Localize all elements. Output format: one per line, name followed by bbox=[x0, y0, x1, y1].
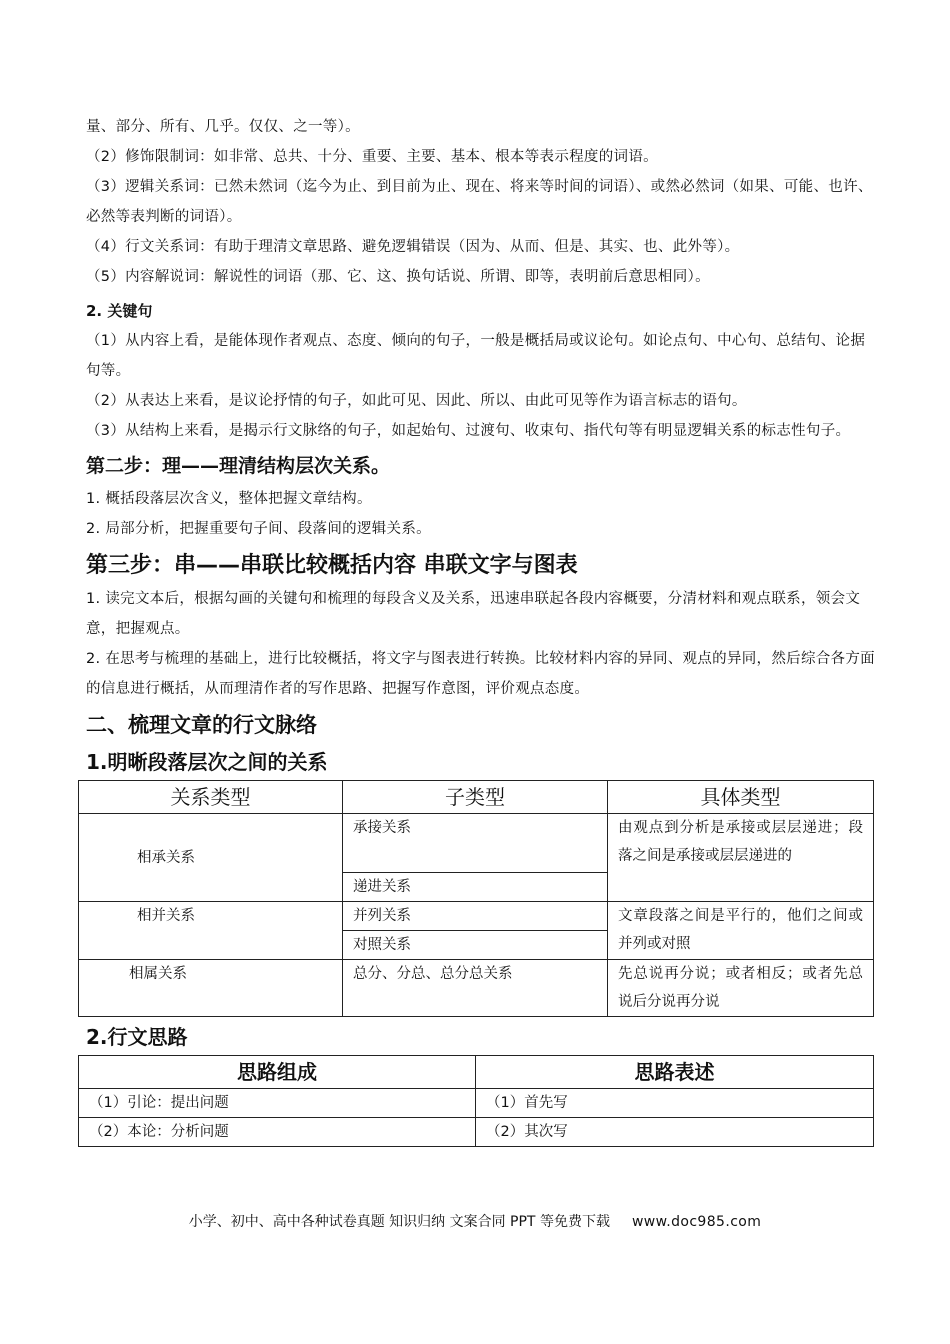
paragraph: （3）逻辑关系词：已然未然词（迄今为止、到目前为止、现在、将来等时间的词语）、或然必然词（如果、可能、也许、必然等表判断的词语）。 bbox=[86, 179, 873, 225]
footer-url[interactable]: www.doc985.com bbox=[631, 1214, 762, 1230]
cell-text: 相属关系 bbox=[129, 966, 187, 982]
table-header: 思路组成 bbox=[79, 1056, 476, 1089]
cell-text: 相并关系 bbox=[137, 908, 195, 924]
paragraph: （4）行文关系词：有助于理清文章思路、避免逻辑错误（因为、从而、但是、其实、也、此外等）。 bbox=[86, 239, 740, 255]
paragraph: （5）内容解说词：解说性的词语（那、它、这、换句话说、所谓、即等，表明前后意思相同）。 bbox=[86, 269, 710, 285]
table-cell-type bbox=[79, 814, 343, 902]
step3-heading: 第三步：串——串联比较概括内容 串联文字与图表 bbox=[86, 553, 578, 578]
step2-heading: 第二步：理——理清结构层次关系。 bbox=[86, 455, 391, 477]
cell-text: 相承关系 bbox=[137, 849, 195, 866]
table-cell-sub: 对照关系 bbox=[343, 931, 608, 960]
table-cell-sub: 承接关系 bbox=[343, 814, 608, 873]
writing-logic-table bbox=[78, 1055, 874, 1147]
table-cell: （2）其次写 bbox=[476, 1118, 874, 1147]
table-cell-detail: 先总说再分说；或者相反；或者先总说后分说再分说 bbox=[608, 960, 874, 1017]
table-cell-detail: 由观点到分析是承接或层层递进；段落之间是承接或层层递进的 bbox=[608, 814, 874, 902]
table-cell-type bbox=[79, 960, 343, 1017]
table-cell: （1）首先写 bbox=[476, 1089, 874, 1118]
paragraph: （1）从内容上看，是能体现作者观点、态度、倾向的句子，一般是概括局或议论句。如论点句、中心句、总结句、论据句等。 bbox=[86, 333, 866, 379]
relationship-table bbox=[78, 780, 874, 1017]
table-header: 具体类型 bbox=[608, 781, 874, 814]
table-cell-type bbox=[79, 902, 343, 960]
table-cell-sub: 总分、分总、总分总关系 bbox=[343, 960, 608, 1017]
paragraph: （2）从表达上来看，是议论抒情的句子，如此可见、因此、所以、由此可见等作为语言标志的语句。 bbox=[86, 393, 747, 409]
table2-heading: 2.行文思路 bbox=[86, 1025, 188, 1049]
document-page bbox=[86, 112, 876, 1147]
paragraph: （2）修饰限制词：如非常、总共、十分、重要、主要、基本、根本等表示程度的词语。 bbox=[86, 149, 658, 165]
paragraph: （3）从结构上来看，是揭示行文脉络的句子，如起始句、过渡句、收束句、指代句等有明显逻辑关系的标志性句子。 bbox=[86, 423, 851, 439]
table-header: 关系类型 bbox=[79, 781, 343, 814]
table-cell: （2）本论：分析问题 bbox=[79, 1118, 476, 1147]
table-header: 子类型 bbox=[343, 781, 608, 814]
table-cell-detail: 文章段落之间是平行的，他们之间或并列或对照 bbox=[608, 902, 874, 960]
key-sentence-heading: 2. 关键句 bbox=[86, 302, 153, 320]
list-item: 2. 在思考与梳理的基础上，进行比较概括，将文字与图表进行转换。比较材料内容的异同、观点的异同，然后综合各方面的信息进行概括，从而理清作者的写作思路、把握写作意图，评价观点态度。 bbox=[86, 651, 875, 697]
table-cell: （1）引论：提出问题 bbox=[79, 1089, 476, 1118]
list-item: 1. 读完文本后，根据勾画的关键句和梳理的每段含义及关系，迅速串联起各段内容概要，分清材料和观点联系，领会文意，把握观点。 bbox=[86, 591, 861, 637]
table-cell-sub: 并列关系 bbox=[343, 902, 608, 931]
list-item: 1. 概括段落层次含义，整体把握文章结构。 bbox=[86, 491, 372, 507]
page-footer bbox=[0, 1212, 950, 1232]
table-cell-sub: 递进关系 bbox=[343, 873, 608, 902]
table-header: 思路表述 bbox=[476, 1056, 874, 1089]
table1-heading: 1.明晰段落层次之间的关系 bbox=[86, 750, 328, 774]
list-item: 2. 局部分析，把握重要句子间、段落间的逻辑关系。 bbox=[86, 521, 431, 537]
paragraph: 量、部分、所有、几乎。仅仅、之一等）。 bbox=[86, 119, 360, 135]
section-heading: 二、梳理文章的行文脉络 bbox=[86, 713, 317, 737]
footer-text: 小学、初中、高中各种试卷真题 知识归纳 文案合同 PPT 等免费下载 bbox=[188, 1214, 610, 1230]
